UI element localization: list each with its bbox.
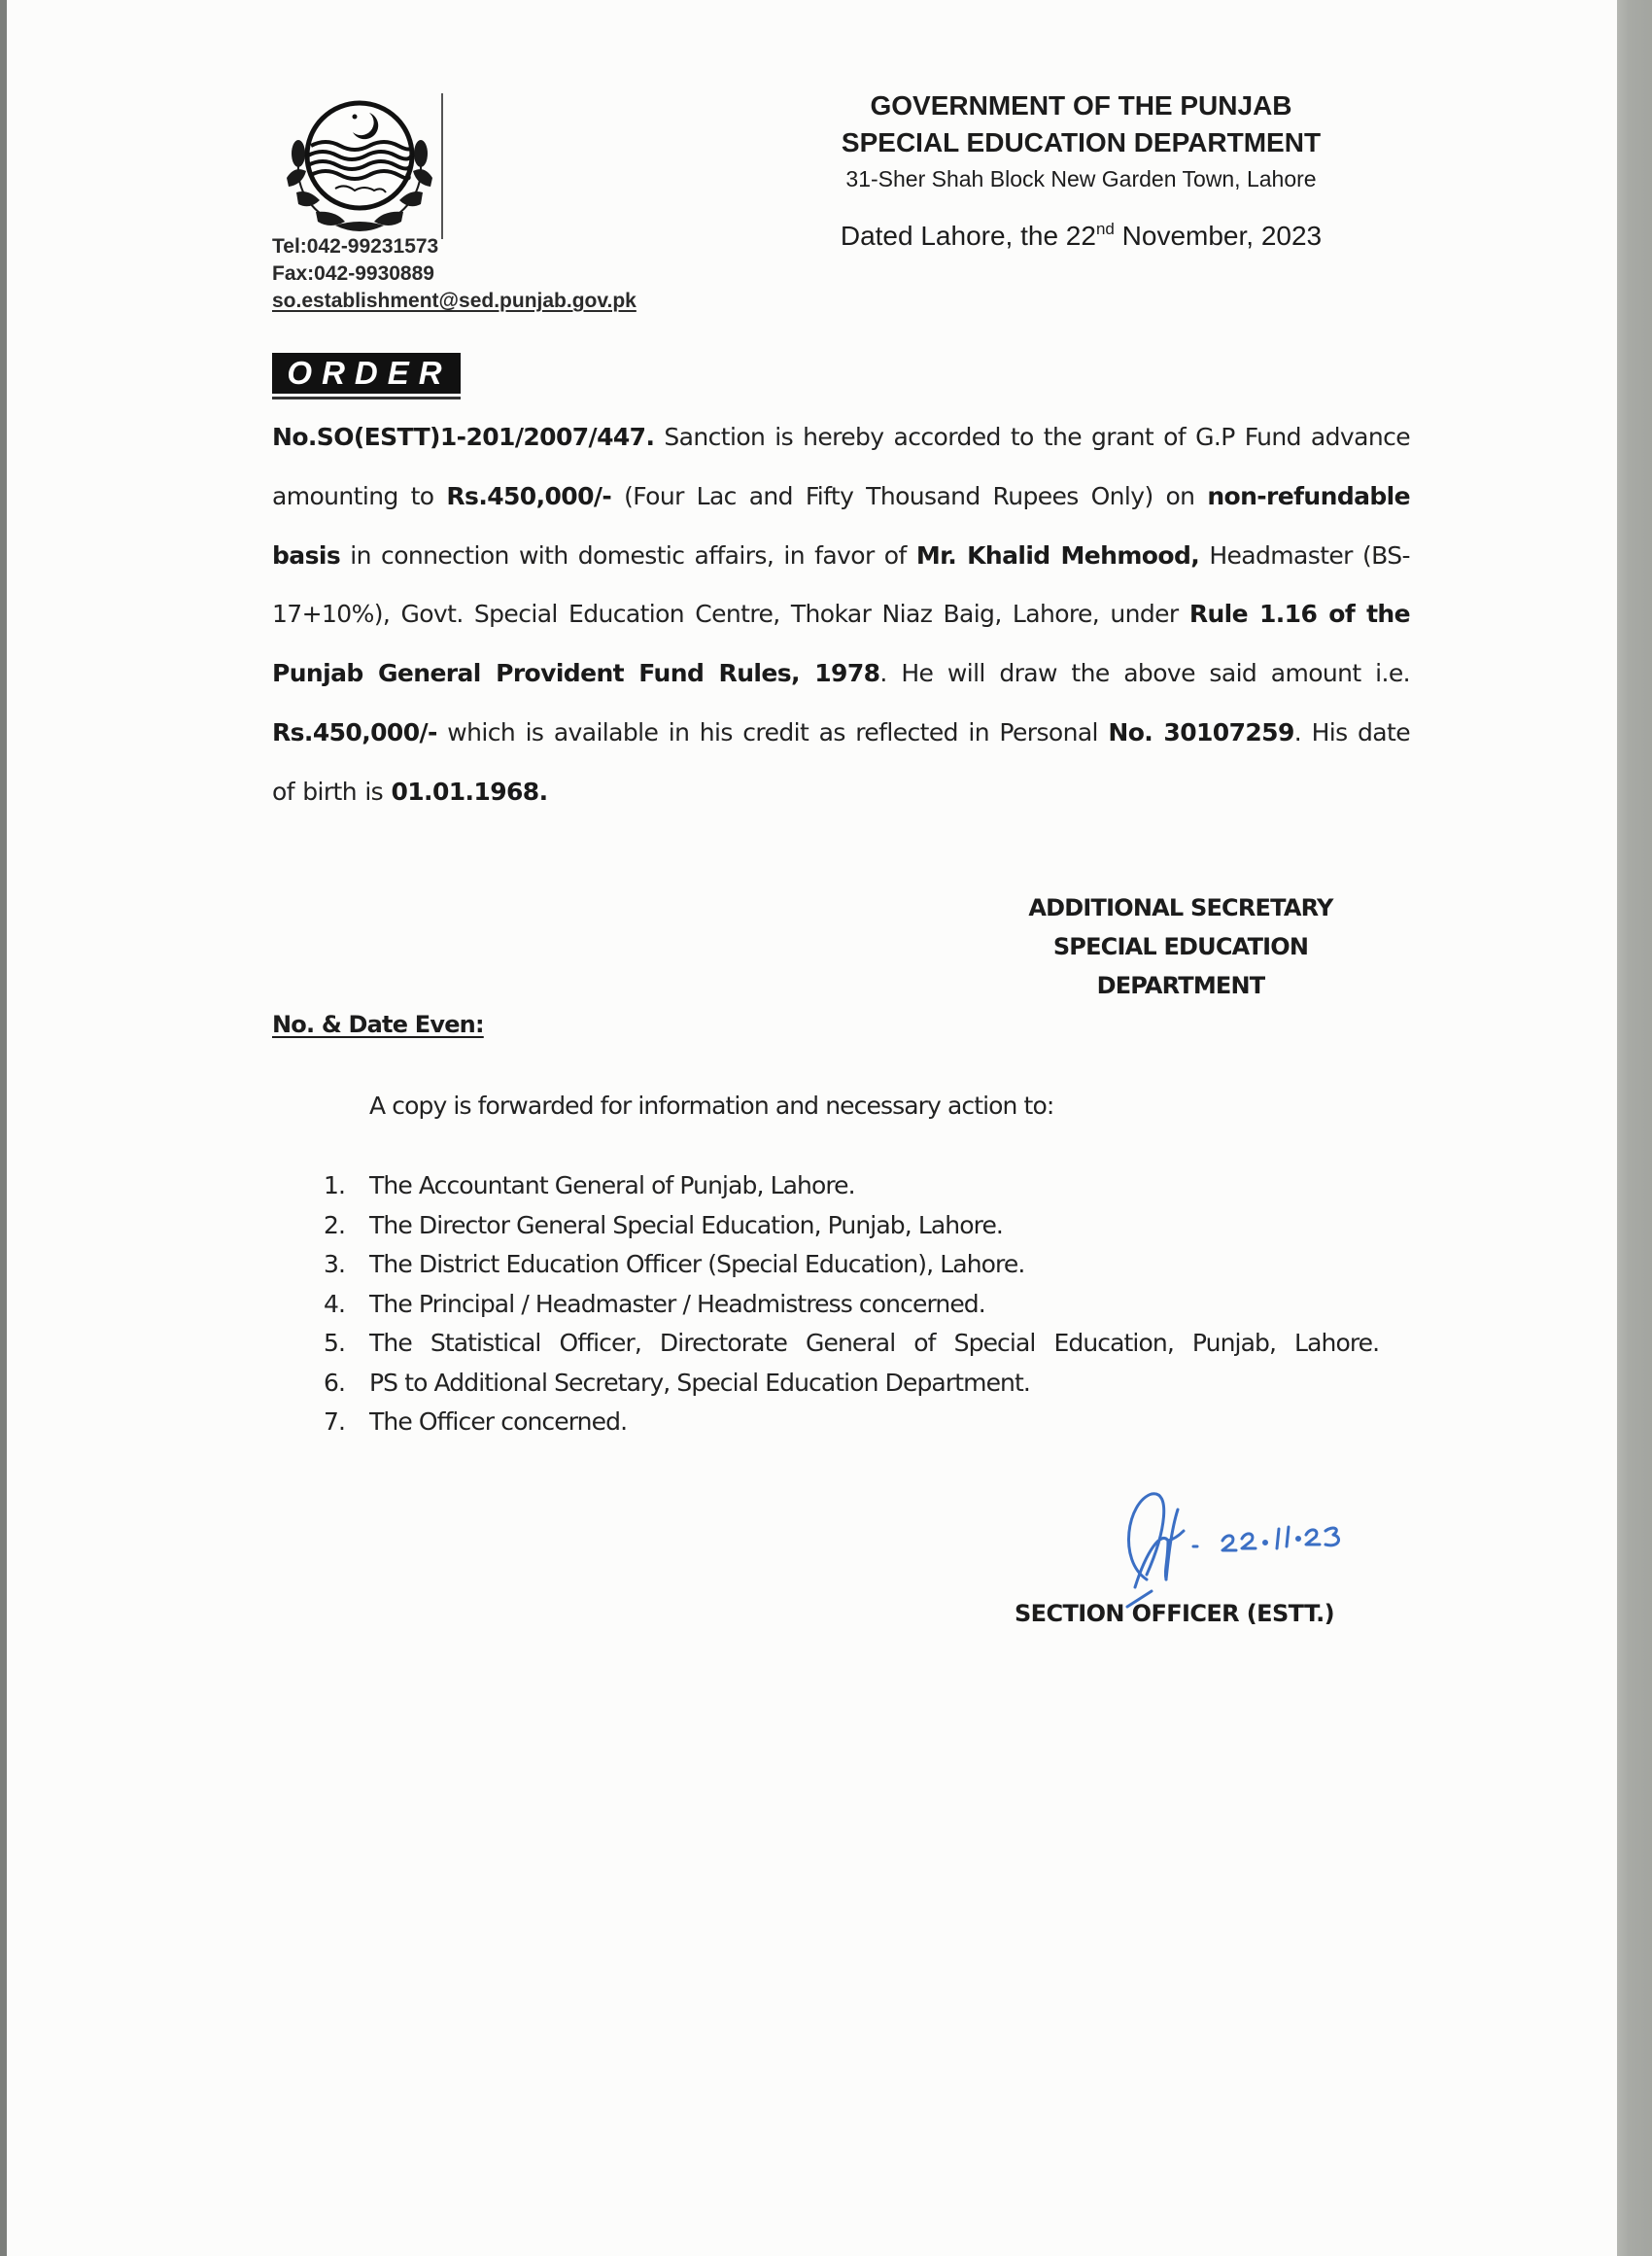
order-text: in connection with domestic affairs, in favor of	[340, 540, 916, 570]
copy-forwarded-intro: A copy is forwarded for information and necessary action to:	[369, 1092, 1054, 1120]
distribution-list-item	[316, 1324, 1410, 1364]
date-prefix: Dated Lahore, the 22	[840, 221, 1096, 251]
list-item-text: The Accountant General of Punjab, Lahore.	[369, 1171, 855, 1199]
distribution-list-item	[316, 1403, 1410, 1442]
list-item-number: 7.	[324, 1407, 346, 1436]
date-ordinal: nd	[1095, 220, 1115, 238]
fax-number: Fax:042-9930889	[272, 262, 434, 285]
department-title: SPECIAL EDUCATION DEPARTMENT	[841, 127, 1322, 157]
distribution-list-item	[316, 1166, 1410, 1206]
list-item-number: 4.	[324, 1289, 346, 1318]
letterhead-divider	[441, 93, 443, 239]
order-text: . He will draw the above said amount i.e.	[879, 659, 1410, 688]
document-page	[7, 0, 1617, 2256]
order-heading-box	[272, 353, 461, 397]
signatory-title-line3: DEPARTMENT	[1096, 972, 1265, 999]
list-item-number: 5.	[324, 1329, 346, 1357]
punjab-emblem-icon	[277, 95, 442, 239]
date-rest: November, 2023	[1114, 221, 1323, 251]
issue-date	[758, 221, 1404, 252]
order-text-emphasis: Rs.450,000/-	[446, 481, 612, 510]
order-text-emphasis: non-refundable basis	[272, 481, 1411, 570]
order-text-emphasis: Mr. Khalid Mehmood,	[915, 540, 1200, 570]
email-link[interactable]: so.establishment@sed.punjab.gov.pk	[272, 290, 637, 312]
signatory-title-line2: SPECIAL EDUCATION	[1052, 933, 1309, 960]
list-item-text: The District Education Officer (Special Education), Lahore.	[369, 1250, 1025, 1278]
order-text: Headmaster (BS-17+10%), Govt. Special Education Centre, Thokar Niaz Baig, Lahore, under	[272, 540, 1410, 629]
order-text-emphasis: No. 30107259	[1108, 717, 1294, 746]
distribution-list	[316, 1166, 1410, 1442]
scan-edge-right	[1617, 0, 1652, 2256]
telephone-number: Tel:042-99231573	[272, 235, 439, 258]
order-text-emphasis: Rs.450,000/-	[272, 717, 437, 746]
order-text-emphasis: 01.01.1968.	[391, 777, 548, 806]
department-address: 31-Sher Shah Block New Garden Town, Lahore	[845, 166, 1317, 191]
section-officer-designation: SECTION OFFICER (ESTT.)	[1015, 1600, 1334, 1627]
distribution-list-item	[316, 1364, 1410, 1404]
order-heading: ORDER	[287, 355, 452, 391]
order-text: (Four Lac and Fifty Thousand Rupees Only) on	[611, 481, 1208, 510]
order-text-emphasis: No.SO(ESTT)1-201/2007/447.	[272, 423, 655, 451]
list-item-text: PS to Additional Secretary, Special Education Department.	[369, 1368, 1030, 1397]
list-item-number: 1.	[324, 1171, 346, 1199]
order-text: Sanction is hereby accorded to the grant of G.P Fund advance amounting to	[272, 423, 1410, 510]
list-item-text: The Principal / Headmaster / Headmistress concerned.	[369, 1289, 985, 1318]
distribution-list-item	[316, 1285, 1410, 1325]
order-text: . His date of birth is	[272, 717, 1410, 806]
order-text: which is available in his credit as reflected in Personal	[436, 717, 1109, 746]
distribution-list-item	[316, 1245, 1410, 1285]
handwritten-signature	[1108, 1482, 1438, 1609]
order-text-emphasis: Rule 1.16 of the Punjab General Provident Fund Rules, 1978	[272, 600, 1410, 688]
reference-no-date: No. & Date Even:	[272, 1011, 484, 1038]
signatory-title-line1: ADDITIONAL SECRETARY	[1028, 894, 1333, 921]
list-item-text: The Statistical Officer, Directorate General of Special Education, Punjab, Lahore.	[369, 1329, 1380, 1357]
order-body-paragraph	[272, 408, 1410, 822]
list-item-text: The Director General Special Education, Punjab, Lahore.	[369, 1210, 1003, 1239]
government-title: GOVERNMENT OF THE PUNJAB	[870, 90, 1292, 121]
list-item-number: 3.	[324, 1250, 346, 1278]
scan-edge-left	[0, 0, 7, 2256]
list-item-number: 2.	[324, 1210, 346, 1239]
list-item-number: 6.	[324, 1368, 346, 1397]
distribution-list-item	[316, 1206, 1410, 1246]
list-item-text: The Officer concerned.	[369, 1407, 628, 1436]
